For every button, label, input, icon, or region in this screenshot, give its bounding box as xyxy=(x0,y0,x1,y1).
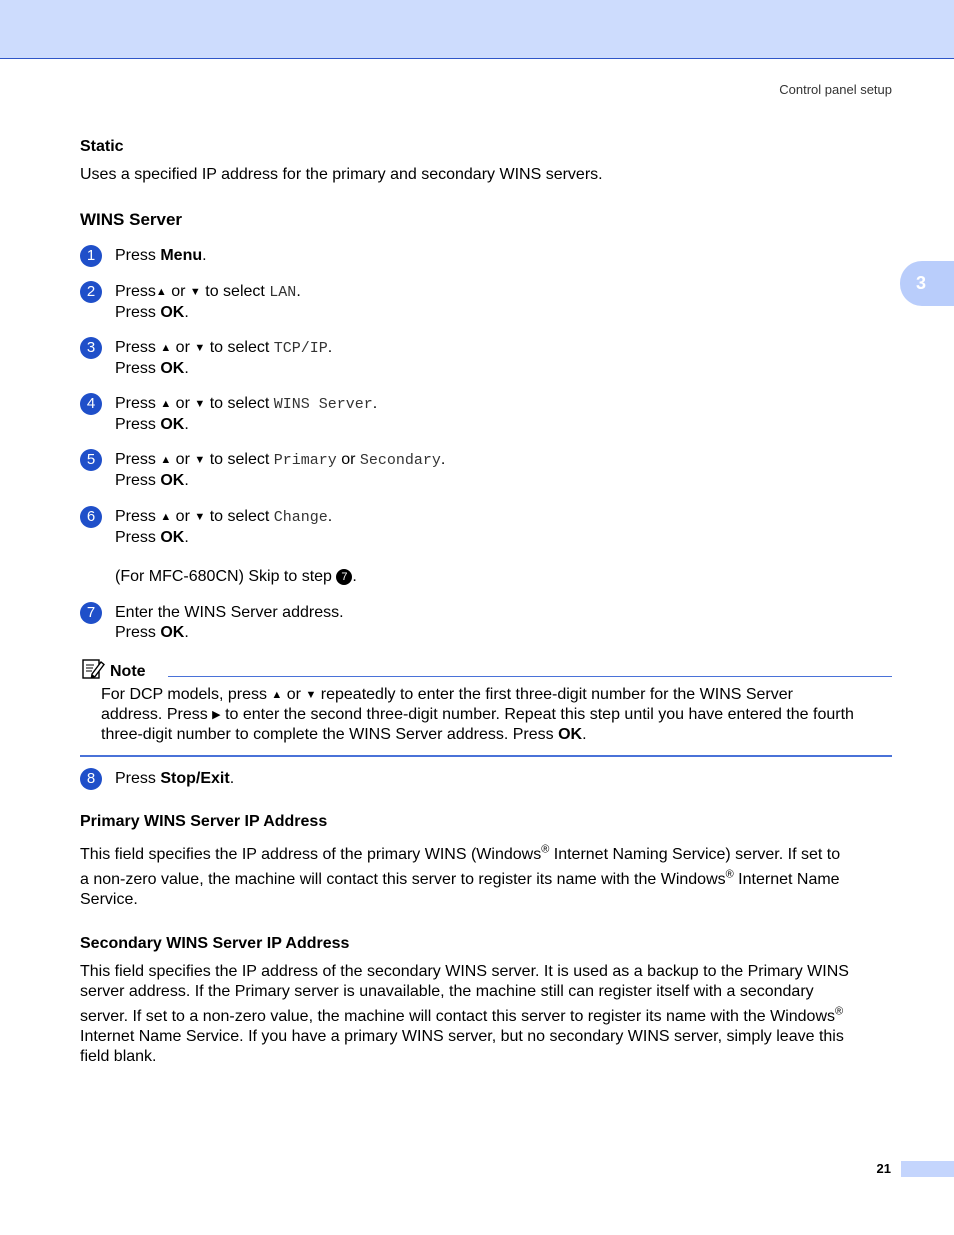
up-arrow-icon: ▲ xyxy=(271,689,283,701)
step-3-text: Press ▲ or ▼ to select TCP/IP. Press OK. xyxy=(115,339,333,377)
primary-text: This field specifies the IP address of the primary WINS (Windows® Internet Naming Service) server. If set to a non-zero value, the machine will contact this server to register its name with the Windows® Internet Name Service. xyxy=(80,843,841,908)
skip-note: (For MFC-680CN) Skip to step 7 . xyxy=(115,568,357,585)
wins-heading: WINS Server xyxy=(80,210,183,229)
step-6-text: Press ▲ or ▼ to select Change. Press OK. xyxy=(115,508,333,546)
up-arrow-icon: ▲ xyxy=(160,398,172,410)
up-arrow-icon: ▲ xyxy=(155,286,167,298)
step-number: 5 xyxy=(80,449,102,471)
down-arrow-icon: ▼ xyxy=(194,511,206,523)
up-arrow-icon: ▲ xyxy=(160,342,172,354)
step-number: 8 xyxy=(80,768,102,790)
step-2-text: Press▲ or ▼ to select LAN. Press OK. xyxy=(115,283,301,321)
down-arrow-icon: ▼ xyxy=(305,689,317,701)
up-arrow-icon: ▲ xyxy=(160,454,172,466)
step-5-text: Press ▲ or ▼ to select Primary or Secondary. Press OK. xyxy=(115,451,446,489)
static-text: Uses a specified IP address for the primary and secondary WINS servers. xyxy=(80,166,603,183)
note-text: For DCP models, press ▲ or ▼ repeatedly to enter the first three-digit number for the WINS Server address. Press ▶ to enter the second three-digit number. Repeat this step until you have entered the fourth three-digit number to complete the WINS Server address. Press OK. xyxy=(101,686,854,743)
right-arrow-icon: ▶ xyxy=(212,709,221,721)
step-ref-badge: 7 xyxy=(336,569,352,585)
step-number: 2 xyxy=(80,281,102,303)
top-banner xyxy=(0,0,954,59)
up-arrow-icon: ▲ xyxy=(160,511,172,523)
step-number: 1 xyxy=(80,245,102,267)
step-1-text: Press Menu. xyxy=(115,247,207,264)
step-7-text: Enter the WINS Server address. Press OK. xyxy=(115,604,344,641)
step-8-text: Press Stop/Exit. xyxy=(115,770,235,787)
step-number: 4 xyxy=(80,393,102,415)
down-arrow-icon: ▼ xyxy=(194,342,206,354)
step-number: 7 xyxy=(80,602,102,624)
page-number: 21 xyxy=(876,1161,891,1176)
static-heading: Static xyxy=(80,138,124,155)
note-pencil-icon xyxy=(81,657,105,681)
running-header: Control panel setup xyxy=(779,82,892,97)
down-arrow-icon: ▼ xyxy=(194,454,206,466)
down-arrow-icon: ▼ xyxy=(194,398,206,410)
note-label: Note xyxy=(110,663,146,680)
step-number: 6 xyxy=(80,506,102,528)
page-number-bar xyxy=(901,1161,954,1177)
chapter-tab: 3 xyxy=(900,261,954,306)
note-divider-bottom xyxy=(80,755,892,757)
secondary-text: This field specifies the IP address of the secondary WINS server. It is used as a backup to the Primary WINS server address. If the Primary server is unavailable, the machine still can register itself with a secondary server. If set to a non-zero value, the machine will contact this server to register its name with the Windows® Internet Name Service. If you have a primary WINS server, but no secondary WINS server, simply leave this field blank. xyxy=(80,963,849,1065)
step-number: 3 xyxy=(80,337,102,359)
down-arrow-icon: ▼ xyxy=(189,286,201,298)
primary-heading: Primary WINS Server IP Address xyxy=(80,813,328,830)
secondary-heading: Secondary WINS Server IP Address xyxy=(80,935,350,952)
note-divider-top xyxy=(168,676,892,677)
step-4-text: Press ▲ or ▼ to select WINS Server. Press OK. xyxy=(115,395,378,433)
